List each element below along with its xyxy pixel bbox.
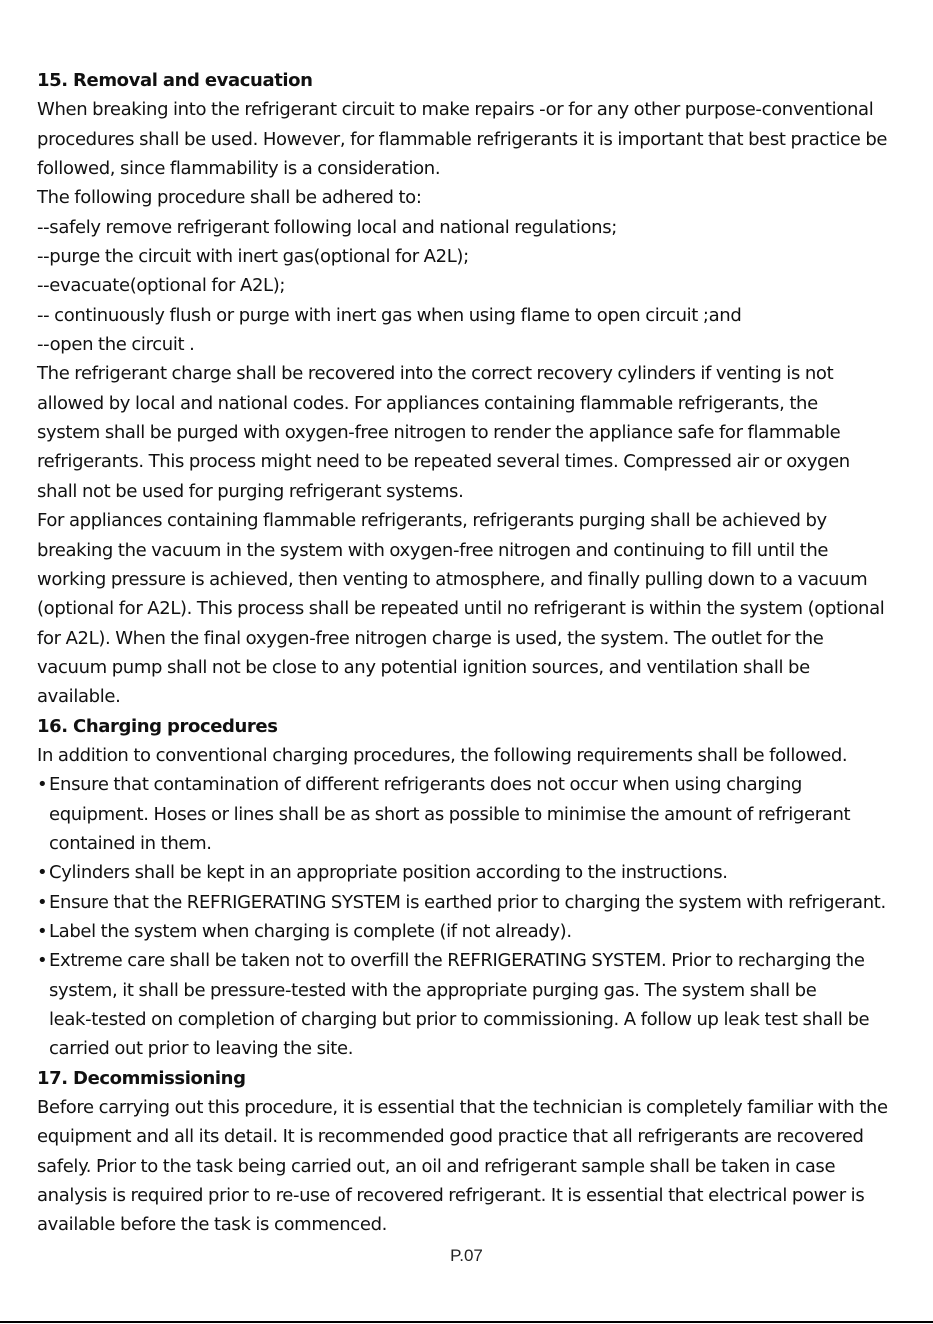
paragraph-line: safely. Prior to the task being carried out, an oil and refrigerant sample shall be taken in case [37,1155,836,1177]
paragraph-line: leak-tested on completion of charging but prior to commissioning. A follow up leak test shall be [49,1009,870,1030]
bullet-dot-icon: • [37,774,48,796]
bullet-item [37,770,917,858]
paragraph-line: The refrigerant charge shall be recovered into the correct recovery cylinders if venting is not [37,363,834,385]
bullet-list [37,770,917,1063]
paragraph-line: --purge the circuit with inert gas(optional for A2L); [37,246,469,268]
bullet-first-line [37,917,917,946]
section-heading: 16. Charging procedures [37,715,278,737]
paragraph-line: system shall be purged with oxygen-free nitrogen to render the appliance safe for flammable [37,422,841,444]
bullet-text: Cylinders shall be kept in an appropriate position according to the instructions. [49,862,728,884]
section-charging-procedures [37,712,917,1064]
paragraph-line: analysis is required prior to re-use of recovered refrigerant. It is essential that electrical power is [37,1185,865,1207]
paragraph-line: for A2L). When the final oxygen-free nitrogen charge is used, the system. The outlet for the [37,627,824,649]
paragraph-line: (optional for A2L). This process shall be repeated until no refrigerant is within the system (optional [37,598,885,620]
paragraph-line: --safely remove refrigerant following local and national regulations; [37,216,617,238]
paragraph-line: breaking the vacuum in the system with oxygen-free nitrogen and continuing to fill until the [37,539,829,561]
bullet-dot-icon: • [37,920,48,942]
paragraph-line: followed, since flammability is a consideration. [37,158,441,180]
paragraph-line: equipment. Hoses or lines shall be as short as possible to minimise the amount of refrigerant [49,803,851,825]
bullet-text: Extreme care shall be taken not to overfill the REFRIGERATING SYSTEM. Prior to recharging the [49,950,865,972]
bullet-dot-icon: • [37,891,48,913]
bullet-dot-icon: • [37,862,48,884]
page-number: P.07 [450,1246,483,1265]
paragraph-line: working pressure is achieved, then venting to atmosphere, and finally pulling down to a vacuum [37,568,868,590]
paragraph-line: refrigerants. This process might need to be repeated several times. Compressed air or oxygen [37,451,850,473]
bullet-first-line [37,858,917,887]
paragraph-line: system, it shall be pressure-tested with the appropriate purging gas. The system shall be [49,979,817,1001]
bullet-first-line [37,888,917,917]
paragraph-line: allowed by local and national codes. For appliances containing flammable refrigerants, the [37,392,818,414]
bullet-item [37,888,917,917]
bullet-item [37,858,917,887]
paragraph-line: vacuum pump shall not be close to any potential ignition sources, and ventilation shall be [37,656,810,678]
paragraph-line: shall not be used for purging refrigerant systems. [37,480,464,502]
document-page [37,66,917,1240]
paragraph-line: In addition to conventional charging procedures, the following requirements shall be followed. [37,744,848,766]
paragraph-line: The following procedure shall be adhered to: [37,187,422,209]
bullet-item [37,917,917,946]
paragraph-line: When breaking into the refrigerant circuit to make repairs -or for any other purpose-conventional [37,99,874,121]
paragraph-line: available. [37,686,121,708]
bullet-text: Ensure that the REFRIGERATING SYSTEM is earthed prior to charging the system with refrigerant. [49,891,886,913]
paragraph-line: contained in them. [49,832,212,854]
paragraph-line: For appliances containing flammable refrigerants, refrigerants purging shall be achieved by [37,510,827,532]
paragraph-line: available before the task is commenced. [37,1214,388,1236]
bullet-text: Ensure that contamination of different refrigerants does not occur when using charging [49,774,802,796]
paragraph-line: carried out prior to leaving the site. [49,1038,354,1060]
bullet-item [37,946,917,1063]
bottom-divider [0,1321,933,1323]
bullet-first-line [37,770,917,799]
paragraph-line: --evacuate(optional for A2L); [37,275,286,297]
paragraph-line: equipment and all its detail. It is recommended good practice that all refrigerants are recovered [37,1126,864,1148]
section-decommissioning [37,1064,917,1240]
paragraph-line: -- continuously flush or purge with inert gas when using flame to open circuit ;and [37,304,742,326]
paragraph-line: procedures shall be used. However, for flammable refrigerants it is important that best practice be [37,128,888,150]
paragraph-line: --open the circuit . [37,334,195,356]
paragraph-line: Before carrying out this procedure, it is essential that the technician is completely familiar with the [37,1097,888,1119]
section-heading: 15. Removal and evacuation [37,70,313,91]
section-removal-and-evacuation [37,66,917,712]
bullet-first-line [37,946,917,975]
section-heading: 17. Decommissioning [37,1067,246,1089]
bullet-dot-icon: • [37,950,48,972]
bullet-text: Label the system when charging is complete (if not already). [49,920,572,942]
